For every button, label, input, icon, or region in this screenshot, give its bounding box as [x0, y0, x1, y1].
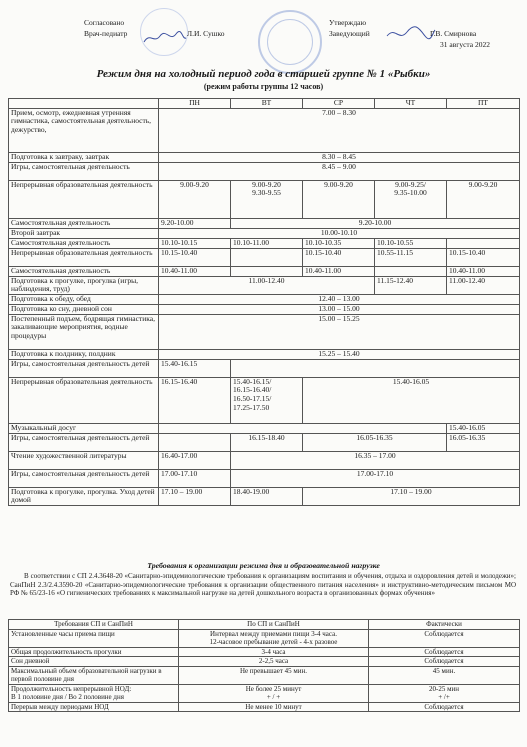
time-cell: 16.15-16.40 [159, 377, 231, 423]
time-cell: 17.10 – 19.00 [303, 487, 520, 505]
doctor-label: Врач-педиатр [84, 29, 128, 38]
table-row [9, 162, 520, 180]
requirements-title: Требования к организации режима дня и образовательной нагрузке [147, 561, 380, 570]
time-cell: 10.15-10.40 [303, 248, 375, 266]
doctor-name: Л.И. Сушко [187, 29, 225, 38]
table-row [9, 647, 520, 657]
time-cell: 9.00-9.20 [303, 180, 375, 218]
time-cell: 15.40-16.15/ 16.15-16.40/ 16.50-17.15/ 17.25-17.50 [231, 377, 303, 423]
time-cell [375, 266, 447, 276]
table-row [9, 629, 520, 647]
activity-label: Непрерывная образовательная деятельность [9, 248, 159, 266]
table-row [9, 266, 520, 276]
time-cell: 15.40-16.05 [303, 377, 520, 423]
document-date: 31 августа 2022 [440, 40, 490, 49]
activity-label: Подготовка ко сну, дневной сон [9, 304, 159, 314]
time-cell: 16.15-18.40 [231, 433, 303, 451]
requirement-cell: Продолжительность непрерывной НОД: В 1 половине дня / Во 2 половине дня [9, 684, 179, 702]
time-cell: 17.10 – 19.00 [159, 487, 231, 505]
table-row [9, 377, 520, 423]
table-row [9, 276, 520, 294]
fact-cell: Соблюдается [369, 702, 520, 712]
time-cell: 10.40-11.00 [159, 266, 231, 276]
column-header: По СП и СанПиН [179, 620, 369, 630]
activity-label: Музыкальный досуг [9, 423, 159, 433]
table-row [9, 218, 520, 228]
requirement-cell: Установленные часы приема пищи [9, 629, 179, 647]
fact-cell: Соблюдается [369, 647, 520, 657]
time-cell: 9.00-9.20 [159, 180, 231, 218]
table-row [9, 238, 520, 248]
norm-cell: 3-4 часа [179, 647, 369, 657]
column-header: Фактически [369, 620, 520, 630]
time-cell: 10.40-11.00 [303, 266, 375, 276]
time-cell: 7.00 – 8.30 [159, 108, 520, 152]
norm-cell: Не более 25 минут + / + [179, 684, 369, 702]
activity-label: Непрерывная образовательная деятельность [9, 377, 159, 423]
time-cell: 8.45 – 9.00 [159, 162, 520, 180]
time-cell: 15.40-16.05 [447, 423, 520, 433]
time-cell: 10.10-11.00 [231, 238, 303, 248]
table-row [9, 666, 520, 684]
time-cell: 16.40-17.00 [159, 451, 231, 469]
time-cell: 10.10-10.35 [303, 238, 375, 248]
norm-cell: Не менее 10 минут [179, 702, 369, 712]
time-cell: 17.00-17.10 [231, 469, 520, 487]
time-cell [447, 238, 520, 248]
table-row [9, 180, 520, 218]
page-title: Режим дня на холодный период года в старшей группе № 1 «Рыбки» [96, 68, 431, 80]
table-row [9, 487, 520, 505]
schedule-table [8, 98, 520, 506]
activity-label: Самостоятельная деятельность [9, 238, 159, 248]
norm-cell: 2-2,5 часа [179, 657, 369, 667]
table-row [9, 248, 520, 266]
time-cell: 10.15-10.40 [447, 248, 520, 266]
time-cell: 8.30 – 8.45 [159, 152, 520, 162]
requirements-header-row [9, 620, 520, 630]
doctor-signature [142, 30, 188, 46]
time-cell [231, 248, 303, 266]
time-cell: 16.05-16.35 [303, 433, 447, 451]
time-cell: 10.55-11.15 [375, 248, 447, 266]
time-cell: 10.10-10.15 [159, 238, 231, 248]
table-row [9, 294, 520, 304]
table-row [9, 657, 520, 667]
table-row [9, 152, 520, 162]
time-cell: 9.20-10.00 [231, 218, 520, 228]
activity-label: Постепенный подъем, бодрящая гимнастика, закаливающие мероприятия, водные процедуры [9, 314, 159, 349]
time-cell: 9.00-9.25/ 9.35-10.00 [375, 180, 447, 218]
empty-cell [231, 359, 520, 377]
requirement-cell: Максимальный объем образовательной нагрузки в первой половине дня [9, 666, 179, 684]
activity-label: Подготовка к прогулке, прогулка. Уход детей домой [9, 487, 159, 505]
time-cell: 9.00-9.20 9.30-9.55 [231, 180, 303, 218]
column-header: Требования СП и СанПиН [9, 620, 179, 630]
time-cell: 13.00 – 15.00 [159, 304, 520, 314]
fact-cell: Соблюдается [369, 629, 520, 647]
table-row [9, 469, 520, 487]
time-cell: 16.35 – 17.00 [231, 451, 520, 469]
requirement-cell: Сон дневной [9, 657, 179, 667]
empty-cell [159, 433, 231, 451]
table-row [9, 451, 520, 469]
time-cell: 16.05-16.35 [447, 433, 520, 451]
table-row [9, 702, 520, 712]
day-header: ПН [159, 99, 231, 109]
time-cell: 9.20-10.00 [159, 218, 231, 228]
empty-cell [159, 423, 447, 433]
time-cell: 12.40 – 13.00 [159, 294, 520, 304]
day-header: ЧТ [375, 99, 447, 109]
page-subtitle: (режим работы группы 12 часов) [203, 82, 324, 91]
norm-cell: Не превышает 45 мин. [179, 666, 369, 684]
day-header: ПТ [447, 99, 520, 109]
head-name: Г.В. Смирнова [430, 29, 477, 38]
day-header: ВТ [231, 99, 303, 109]
time-cell [231, 266, 303, 276]
activity-label: Подготовка к обеду, обед [9, 294, 159, 304]
time-cell: 15.25 – 15.40 [159, 349, 520, 359]
activity-label: Игры, самостоятельная деятельность детей [9, 433, 159, 451]
time-cell: 17.00-17.10 [159, 469, 231, 487]
activity-label: Подготовка к прогулке, прогулка (игры, наблюдения, труд) [9, 276, 159, 294]
table-row [9, 433, 520, 451]
table-header-row [9, 99, 520, 109]
time-cell: 18.40-19.00 [231, 487, 303, 505]
time-cell: 10.10-10.55 [375, 238, 447, 248]
activity-label: Прием, осмотр, ежедневная утренняя гимнастика, самостоятельная деятельность, дежурство, [9, 108, 159, 152]
approval-stamp [258, 10, 322, 74]
activity-label: Игры, самостоятельная деятельность детей [9, 469, 159, 487]
activity-label: Игры, самостоятельная деятельность детей [9, 359, 159, 377]
table-row [9, 349, 520, 359]
fact-cell: 45 мин. [369, 666, 520, 684]
requirement-cell: Общая продолжительность прогулки [9, 647, 179, 657]
time-cell: 11.15-12.40 [375, 276, 447, 294]
time-cell: 10.00-10.10 [159, 228, 520, 238]
activity-label: Игры, самостоятельная деятельность [9, 162, 159, 180]
time-cell: 10.40-11.00 [447, 266, 520, 276]
approved-label: Согласовано [84, 18, 125, 27]
fact-cell: 20-25 мин + /+ [369, 684, 520, 702]
time-cell: 15.40-16.15 [159, 359, 231, 377]
time-cell: 10.15-10.40 [159, 248, 231, 266]
activity-label: Непрерывная образовательная деятельность [9, 180, 159, 218]
requirements-text: В соответствии с СП 2.4.3648-20 «Санитарно-эпидемиологические требования к организациям воспитания и обучения, отдыха и оздоровления детей и молодежи»; СанПиН 2.3/2.4.3590-20 «Санитарно-эпидемиологические требования к организации общественного питания населения» и инструктивно-методическим письмом МО РФ № 65/23-16 «О гигиенических требованиях к максимальной нагрузке на детей дошкольного возраста в организованных формах обучения» [10, 572, 516, 598]
requirement-cell: Перерыв между периодами НОД [9, 702, 179, 712]
activity-label: Самостоятельная деятельность [9, 218, 159, 228]
time-cell: 15.00 – 15.25 [159, 314, 520, 349]
head-label: Заведующий [329, 29, 370, 38]
table-row [9, 108, 520, 152]
table-row [9, 684, 520, 702]
time-cell: 11.00-12.40 [447, 276, 520, 294]
time-cell: 11.00-12.40 [159, 276, 375, 294]
activity-label: Второй завтрак [9, 228, 159, 238]
fact-cell: Соблюдается [369, 657, 520, 667]
time-cell: 9.00-9.20 [447, 180, 520, 218]
requirements-table [8, 619, 520, 712]
table-row [9, 423, 520, 433]
table-row [9, 314, 520, 349]
norm-cell: Интервал между приемами пищи 3-4 часа. 12-часовое пребывание детей - 4-х разовое [179, 629, 369, 647]
table-row [9, 304, 520, 314]
activity-label: Подготовка к завтраку, завтрак [9, 152, 159, 162]
activity-label: Чтение художественной литературы [9, 451, 159, 469]
table-row [9, 359, 520, 377]
header-empty-cell [9, 99, 159, 109]
table-row [9, 228, 520, 238]
day-header: СР [303, 99, 375, 109]
approve-label: Утверждаю [329, 18, 367, 27]
activity-label: Самостоятельная деятельность [9, 266, 159, 276]
activity-label: Подготовка к полднику, полдник [9, 349, 159, 359]
